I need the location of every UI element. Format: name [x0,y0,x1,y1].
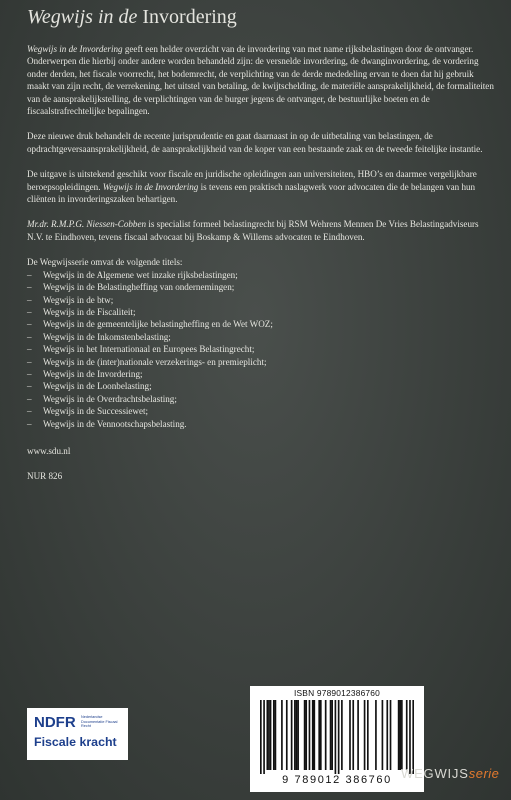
barcode-bar [296,700,298,770]
barcode-bar [273,700,275,770]
barcode-bar [330,700,332,770]
series-list-item: – Wegwijs in het Internationaal en Europees Belastingrecht; [27,343,497,355]
series-list-item: – Wegwijs in de Inkomstenbelasting; [27,331,497,343]
barcode-bar [313,700,315,770]
barcode-digits: 9 789012 386760 [282,774,392,786]
series-list-item: – Wegwijs in de (inter)nationale verzekerings- en premieplicht; [27,356,497,368]
series-list-item: – Wegwijs in de Algemene wet inzake rijksbelastingen; [27,269,497,281]
intro-book-name: Wegwijs in de Invordering [27,44,123,54]
barcode-bar [270,700,272,770]
barcode-bar [390,700,392,770]
barcode-bar [260,700,262,774]
series-list-item: – Wegwijs in de Vennootschapsbelasting. [27,418,497,430]
series-logo-main: WEGWIJS [401,766,469,781]
barcode-bar [305,700,307,770]
ndfr-tagline: Fiscale kracht [34,735,117,749]
series-list-item: – Wegwijs in de gemeentelijke belastingheffing en de Wet WOZ; [27,318,497,330]
series-block [27,256,497,268]
series-list-item: – Wegwijs in de Successiewet; [27,405,497,417]
series-list-item: – Wegwijs in de Belastingheffing van ondernemingen; [27,281,497,293]
barcode-bar [375,700,377,770]
series-list-item: – Wegwijs in de Fiscaliteit; [27,306,497,318]
series-list-item: – Wegwijs in de btw; [27,294,497,306]
series-list-item: – Wegwijs in de Overdrachtsbelasting; [27,393,497,405]
barcode-bar [406,700,408,770]
barcode-bar [263,700,265,774]
barcode-bar [291,700,293,770]
barcode-bar [409,700,411,774]
series-list-item: – Wegwijs in de Invordering; [27,368,497,380]
barcode-bar [341,700,343,770]
ndfr-subtitle: Nederlandse Documentatie Fiscaal Recht [81,715,118,729]
new-edition-paragraph: Deze nieuwe druk behandelt de recente jurisprudentie en gaat daarnaast in op de uitbetaling van belastingen, de opdrachtgeversaansprakelijkheid, de aansprakelijkheid van de koper van een bestaande zaak en de tweede feitelijke instantie. [27,131,483,154]
barcode-bar [268,700,270,770]
barcode-bar [286,700,288,770]
barcode-bar [349,700,351,770]
barcode-bar [325,700,327,770]
nur-code: NUR 826 [27,471,63,482]
barcode-bar [331,700,333,770]
isbn-barcode [250,686,424,792]
author-paragraph [27,218,497,243]
barcode-bar [309,700,311,770]
blurb [27,43,497,496]
audience-text-2: is tevens een praktisch naslagwerk voor advocaten die de belangen van hun cliënten in invorderingszaken behartigen. [27,181,476,205]
author-name: Mr.dr. R.M.P.G. Niessen-Cobben [27,219,147,230]
barcode-bar [357,700,359,770]
intro-paragraph [27,43,497,117]
barcode-bar [386,700,388,770]
barcode-bars [260,700,414,774]
audience-text-1: De uitgave is uitstekend geschikt voor fiscale en juridische opleidingen aan universiteiten, HBO’s en daarmee vergelijkbare beroepsopleidingen. [27,169,477,192]
audience-book-name: Wegwijs in de Invordering [102,181,199,192]
intro-text: geeft een helder overzicht van de invordering van met name rijksbelastingen door de ontvanger. Onderwerpen die hierbij onder andere worden behandeld zijn: de versnelde invordering, de dwanginvordering, de vordering onder derden, het fiscale voorrecht, het bodemrecht, de verplichting van de derde mededeling ervan te doen dat hij gebruik maakt van zijn recht, de verrekening, het uitstel van betaling, de kwijtschelding, de materiële aansprakelijkheid, de formaliteiten van de aansprakelijkstelling, de verplichtingen van de burger jegens de ontvanger, de bestuurlijke boeten en de fiscaalstrafrechtelijke bepalingen. [27,44,494,117]
book-title [27,6,237,29]
barcode-bar [318,700,320,770]
barcode-bar [312,700,314,770]
barcode-bar [412,700,414,774]
barcode-bar [294,700,296,770]
series-logo-accent: serie [468,766,500,781]
barcode-bar [266,700,268,770]
series-intro: De Wegwijsserie omvat de volgende titels: [27,257,183,268]
title-main: Invordering [142,6,237,28]
barcode-bar [275,700,277,770]
title-prefix: Wegwijs in de [27,6,138,28]
website: www.sdu.nl [27,445,71,456]
ndfr-logo [27,708,128,760]
barcode-bar [281,700,283,770]
audience-paragraph [27,168,497,205]
barcode-bar [401,700,403,770]
barcode-bar [399,700,401,770]
barcode-bar [398,700,400,770]
barcode-bar [335,700,337,774]
barcode-bar [367,700,369,770]
barcode-bar [352,700,354,770]
barcode-bar [320,700,322,770]
barcode-bar [304,700,306,770]
ndfr-name: NDFR [34,714,76,731]
barcode-bar [297,700,299,770]
series-list-item: – Wegwijs in de Loonbelasting; [27,380,497,392]
isbn-label: ISBN 9789012386760 [293,688,381,698]
author-text: is specialist formeel belastingrecht bij RSM Wehrens Mennen De Vries Belastingadviseurs N.V. te Eindhoven, tevens fiscaal advocaat bij Boskamp & Willems advocaten te Eindhoven. [27,219,479,242]
series-list [27,269,497,430]
wegwijs-serie-logo [401,766,499,781]
barcode-bar [338,700,340,774]
barcode-bar [382,700,384,770]
barcode-bar [364,700,366,770]
